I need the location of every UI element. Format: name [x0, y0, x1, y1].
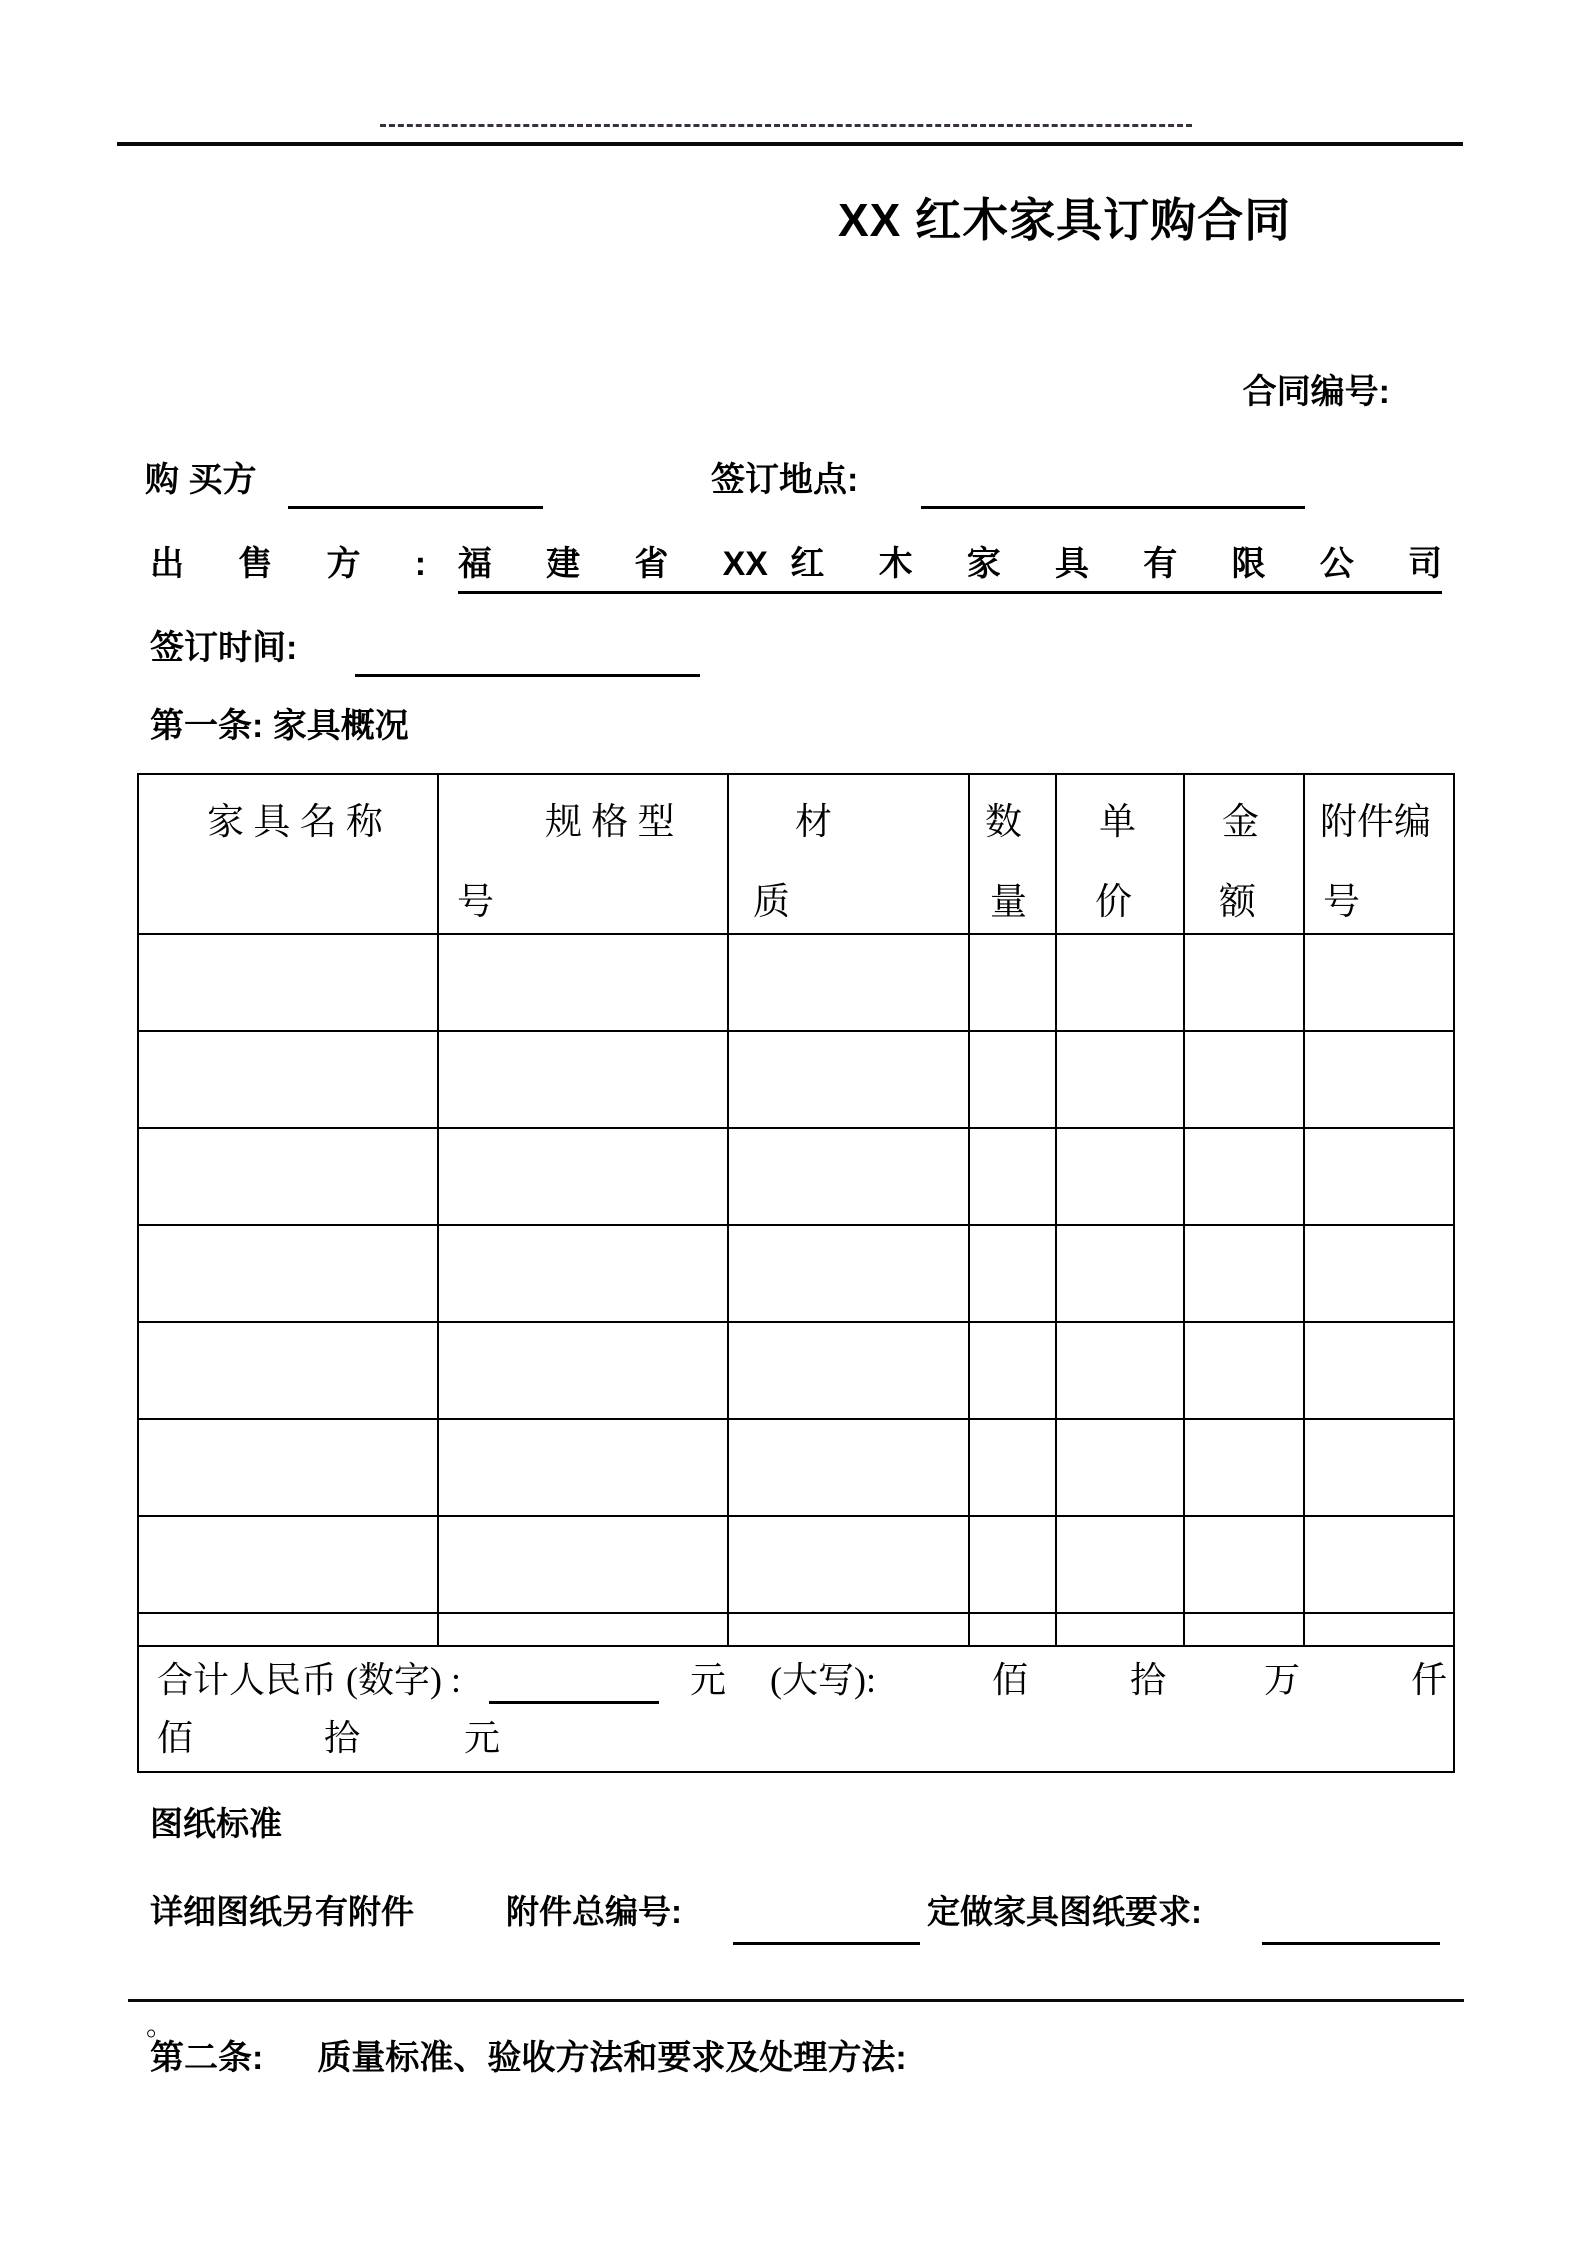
table-cell-empty[interactable] — [438, 1128, 728, 1225]
contract-number-label: 合同编号: — [1242, 373, 1390, 411]
col-header-furniture-name: 家 具 名 称 — [138, 774, 438, 934]
col-header-attachment-no: 附件编 号 — [1304, 774, 1454, 934]
table-cell-empty[interactable] — [1184, 1419, 1304, 1516]
table-cell-empty[interactable] — [438, 1031, 728, 1128]
table-cell-empty[interactable] — [969, 1516, 1056, 1613]
table-cell-empty[interactable] — [138, 1419, 438, 1516]
col-header-spec-model: 规 格 型 号 — [438, 774, 728, 934]
table-cell-empty[interactable] — [969, 1031, 1056, 1128]
table-cell-empty[interactable] — [138, 1613, 438, 1646]
caps-unit: 拾 — [1130, 1660, 1167, 1700]
buyer-row — [0, 452, 1586, 512]
table-cell-empty[interactable] — [728, 1516, 969, 1613]
caps-unit: 仟 — [1411, 1660, 1448, 1700]
furniture-table — [137, 773, 1455, 1773]
table-cell-empty[interactable] — [1304, 1225, 1454, 1322]
section2-number: 第二条: — [150, 2039, 264, 2077]
total-label: 合计人民币 (数字) : — [157, 1660, 461, 1700]
col-header-amount: 金 额 — [1184, 774, 1304, 934]
table-cell-empty[interactable] — [1304, 1613, 1454, 1646]
table-cell-empty[interactable] — [1184, 1031, 1304, 1128]
table-cell-empty[interactable] — [1184, 1128, 1304, 1225]
attachment-no-blank-field[interactable] — [733, 1896, 920, 1945]
table-cell-empty[interactable] — [728, 1419, 969, 1516]
table-cell-empty[interactable] — [1304, 1031, 1454, 1128]
seller-company-value: 福 建 省 XX红 木 家 具 有 限 公 司 — [458, 545, 1442, 594]
drawing-standard-heading: 图纸标准 — [150, 1805, 282, 1842]
period-mark: 。 — [146, 2010, 175, 2041]
table-row — [138, 1613, 1454, 1646]
table-cell-empty[interactable] — [1056, 1516, 1184, 1613]
table-cell-empty[interactable] — [438, 1225, 728, 1322]
section2-title: 质量标准、验收方法和要求及处理方法: — [317, 2039, 907, 2077]
document-title: XX 红木家具订购合同 — [838, 194, 1292, 246]
caps-unit: 佰 — [157, 1718, 194, 1758]
table-cell-empty[interactable] — [728, 1613, 969, 1646]
table-row — [138, 1516, 1454, 1613]
table-cell-empty[interactable] — [438, 1516, 728, 1613]
total-row-cell — [138, 1646, 1454, 1772]
table-cell-empty[interactable] — [1304, 934, 1454, 1031]
caps-unit: 万 — [1264, 1660, 1301, 1700]
table-cell-empty[interactable] — [1304, 1516, 1454, 1613]
total-unit: 元 — [690, 1660, 727, 1700]
table-cell-empty[interactable] — [1184, 1225, 1304, 1322]
table-cell-empty[interactable] — [1184, 934, 1304, 1031]
table-total-row — [138, 1646, 1454, 1772]
table-row — [138, 1031, 1454, 1128]
attachment-no-label: 附件总编号: — [506, 1893, 682, 1930]
total-amount-blank-field[interactable] — [489, 1657, 659, 1704]
sign-time-blank-field[interactable] — [355, 628, 700, 677]
table-cell-empty[interactable] — [969, 1419, 1056, 1516]
table-cell-empty[interactable] — [138, 934, 438, 1031]
top-rule-line — [117, 142, 1463, 146]
table-cell-empty[interactable] — [728, 1225, 969, 1322]
table-cell-empty[interactable] — [1184, 1613, 1304, 1646]
sign-place-blank-field[interactable] — [921, 460, 1305, 509]
table-cell-empty[interactable] — [138, 1225, 438, 1322]
table-cell-empty[interactable] — [728, 934, 969, 1031]
table-cell-empty[interactable] — [1304, 1128, 1454, 1225]
table-cell-empty[interactable] — [1184, 1322, 1304, 1419]
table-cell-empty[interactable] — [138, 1128, 438, 1225]
table-cell-empty[interactable] — [1304, 1322, 1454, 1419]
table-cell-empty[interactable] — [1056, 1613, 1184, 1646]
table-cell-empty[interactable] — [438, 934, 728, 1031]
table-cell-empty[interactable] — [728, 1128, 969, 1225]
table-cell-empty[interactable] — [969, 1128, 1056, 1225]
table-cell-empty[interactable] — [1056, 934, 1184, 1031]
table-cell-empty[interactable] — [728, 1322, 969, 1419]
table-row — [138, 1322, 1454, 1419]
table-cell-empty[interactable] — [969, 1613, 1056, 1646]
section1-heading: 第一条: 家具概况 — [150, 707, 409, 745]
custom-requirement-blank-field[interactable] — [1262, 1896, 1440, 1945]
buyer-blank-field[interactable] — [288, 460, 543, 509]
table-cell-empty[interactable] — [1056, 1419, 1184, 1516]
table-cell-empty[interactable] — [728, 1031, 969, 1128]
top-dashed-divider — [380, 124, 1192, 127]
col-header-unit-price: 单 价 — [1056, 774, 1184, 934]
col-header-quantity: 数 量 — [969, 774, 1056, 934]
caps-unit: 元 — [464, 1718, 501, 1758]
col-header-material: 材 质 — [728, 774, 969, 934]
table-cell-empty[interactable] — [969, 934, 1056, 1031]
table-cell-empty[interactable] — [1056, 1128, 1184, 1225]
table-cell-empty[interactable] — [438, 1613, 728, 1646]
table-row — [138, 1419, 1454, 1516]
table-cell-empty[interactable] — [438, 1322, 728, 1419]
table-row — [138, 1225, 1454, 1322]
seller-label: 出 售 方 : — [150, 545, 427, 583]
table-cell-empty[interactable] — [969, 1225, 1056, 1322]
table-cell-empty[interactable] — [438, 1419, 728, 1516]
table-cell-empty[interactable] — [1304, 1419, 1454, 1516]
table-cell-empty[interactable] — [969, 1322, 1056, 1419]
table-cell-empty[interactable] — [138, 1031, 438, 1128]
sign-time-label: 签订时间: — [150, 629, 298, 667]
section2-heading — [150, 2030, 907, 2079]
bottom-rule-line — [128, 1999, 1464, 2002]
total-caps-label: (大写): — [770, 1660, 876, 1700]
drawing-note: 详细图纸另有附件 — [150, 1893, 414, 1930]
table-row — [138, 1128, 1454, 1225]
table-header-row — [138, 774, 1454, 934]
table-cell-empty[interactable] — [1056, 1225, 1184, 1322]
table-cell-empty[interactable] — [1056, 1322, 1184, 1419]
table-cell-empty[interactable] — [138, 1516, 438, 1613]
table-cell-empty[interactable] — [1056, 1031, 1184, 1128]
table-cell-empty[interactable] — [1184, 1516, 1304, 1613]
sign-place-label: 签订地点: — [711, 461, 859, 499]
caps-unit: 佰 — [992, 1660, 1029, 1700]
drawing-row — [0, 1886, 1586, 1950]
table-cell-empty[interactable] — [138, 1322, 438, 1419]
buyer-label: 购 买方 — [145, 461, 257, 499]
custom-requirement-label: 定做家具图纸要求: — [927, 1893, 1202, 1930]
table-row — [138, 934, 1454, 1031]
sign-time-row — [0, 620, 1586, 682]
seller-row — [150, 536, 1442, 598]
caps-unit: 拾 — [324, 1718, 361, 1758]
